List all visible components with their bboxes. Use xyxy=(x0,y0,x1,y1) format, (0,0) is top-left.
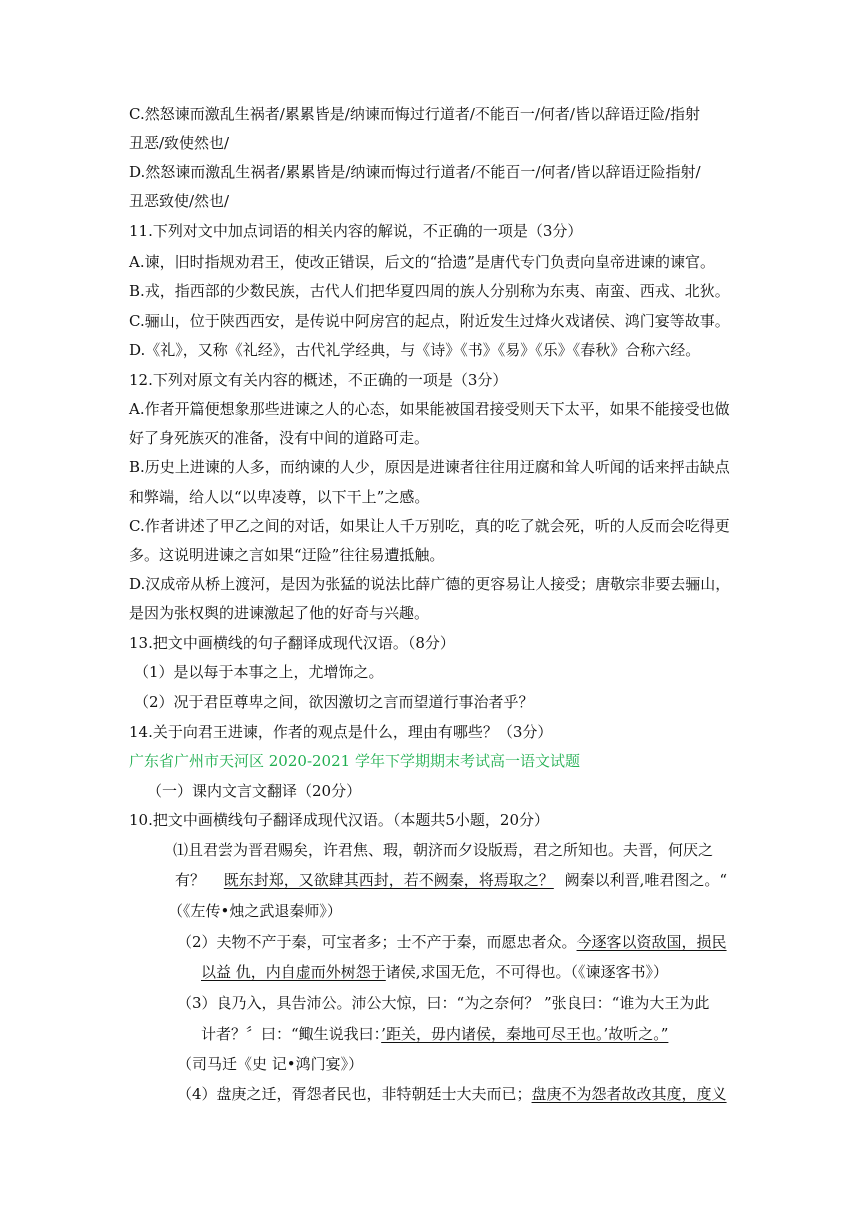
passage-4-text: （4）盘庚之迁，胥怨者民也，非特朝廷士大夫而已； xyxy=(177,1085,532,1103)
q14-stem: 14.关于向君王进谏，作者的观点是什么，理由有哪些？（3分） xyxy=(129,723,553,741)
q11-option-c: C.骊山，位于陕西西安，是传说中阿房宫的起点，附近发生过烽火戏诸侯、鸿门宴等故事。 xyxy=(129,312,730,330)
q12-stem: 12.下列对原文有关内容的概述，不正确的一项是（3分） xyxy=(129,371,508,389)
q12-option-c-line-2: 多。这说明进谏之言如果“迂险”往往易遭抵触。 xyxy=(129,546,445,564)
q12-option-c-line-1: C.作者讲述了甲乙之间的对话，如果让人千万别吃，真的吃了就会死，听的人反而会吃得更 xyxy=(129,517,730,535)
passage-1-line-2 xyxy=(175,870,727,890)
underlined-sentence: 既东封郑，又欲肆其西封，若不阙秦，将焉取之？ xyxy=(223,871,554,889)
option-d-line-2: 丑恶致使/然也/ xyxy=(129,192,230,210)
q11-option-a: A.谏，旧时指规劝君王，使改正错误，后文的“拾遗”是唐代专门负责向皇帝进谏的谏官。 xyxy=(129,253,715,271)
passage-1-line-1: ⑴且君尝为晋君赐矣，许君焦、瑕，朝济而夕设版焉，君之所知也。夫晋，何厌之 xyxy=(173,841,714,859)
q12-option-b-line-1: B.历史上进谏的人多，而纳谏的人少，原因是进谏者往往用迂腐和耸人听闻的话来抨击缺点 xyxy=(129,458,730,476)
underlined-sentence: ’距关，毋内诸侯，秦地可尽王也。’故听之。” xyxy=(381,1025,669,1043)
passage-4-line-1 xyxy=(177,1084,727,1104)
q13-sentence-2: （2）况于君臣尊卑之间，欲因激切之言而望道行事治者乎？ xyxy=(134,693,534,711)
passage-1-source: （《左传•烛之武退秦师》） xyxy=(168,902,342,920)
source-heading: 广东省广州市天河区 2020-2021 学年下学期期末考试高一语文试题 xyxy=(129,752,580,770)
q12-option-d-line-1: D.汉成帝从桥上渡河，是因为张猛的说法比薛广德的更容易让人接受；唐敬宗非要去骊山， xyxy=(129,575,731,593)
passage-2-line-1 xyxy=(177,932,727,952)
option-c-line-2: 丑恶/致使然也/ xyxy=(129,134,230,152)
passage-2-text: 诸侯,求国无危，不可得也。（《谏逐客书》） xyxy=(385,963,669,981)
option-d-line-1: D.然怒谏而激乱生祸者/累累皆是/纳谏而悔过行道者/不能百一/何者/皆以辞语迂险指射/ xyxy=(129,163,701,181)
passage-1-text: 有？ xyxy=(175,871,206,889)
passage-3-line-2 xyxy=(201,1024,668,1044)
q11-option-b: B.戎，指西部的少数民族，古代人们把华夏四周的族人分别称为东夷、南蛮、西戎、北狄。 xyxy=(129,282,730,300)
q12-option-a-line-1: A.作者开篇便想象那些进谏之人的心态，如果能被国君接受则天下太平，如果不能接受也做 xyxy=(129,400,730,418)
passage-2-text: （2）夫物不产于秦，可宝者多；士不产于秦，而愿忠者众。 xyxy=(177,933,577,951)
passage-3-source: （司马迁《史 记•鸿门宴》） xyxy=(177,1055,364,1073)
passage-1-text: 阙秦以利晋,唯君图之。“ xyxy=(564,871,728,889)
underlined-sentence: 今逐客以资敌国，损民 xyxy=(576,933,727,951)
q11-option-d: D.《礼》，又称《礼经》，古代礼学经典，与《诗》《书》《易》《乐》《春秋》合称六经。 xyxy=(129,341,701,359)
q12-option-b-line-2: 和弊端，给人以“以卑凌尊，以下干上”之感。 xyxy=(129,488,430,506)
underlined-sentence: 以益 仇，内自虚而外树怨于 xyxy=(201,963,386,981)
passage-2-line-2 xyxy=(201,962,668,982)
q13-stem: 13.把文中画横线的句子翻译成现代汉语。（8分） xyxy=(129,634,455,652)
passage-3-line-1: （3）良乃入，具告沛公。沛公大惊，曰：“为之奈何？ ”张良曰：“谁为大王为此 xyxy=(177,994,710,1012)
option-c-line-1: C.然怒谏而激乱生祸者/累累皆是/纳谏而悔过行道者/不能百一/何者/皆以辞语迂险/指射 xyxy=(129,105,701,123)
section-title: （一）课内文言文翻译（20分） xyxy=(147,782,362,800)
q13-sentence-1: （1）是以每于本事之上，尤增饰之。 xyxy=(134,663,384,681)
q12-option-d-line-2: 是因为张权舆的进谏激起了他的好奇与兴趣。 xyxy=(129,604,430,622)
q11-stem: 11.下列对文中加点词语的相关内容的解说，不正确的一项是（3分） xyxy=(129,222,583,240)
q12-option-a-line-2: 好了身死族灭的准备，没有中间的道路可走。 xyxy=(129,429,430,447)
underlined-sentence: 盘庚不为怨者故改其度，度义 xyxy=(531,1085,727,1103)
q10-stem: 10.把文中画横线句子翻译成现代汉语。（本题共5小题，20分） xyxy=(129,811,549,829)
passage-3-text: 计者？〞曰：“鲰生说我曰： xyxy=(201,1025,382,1043)
